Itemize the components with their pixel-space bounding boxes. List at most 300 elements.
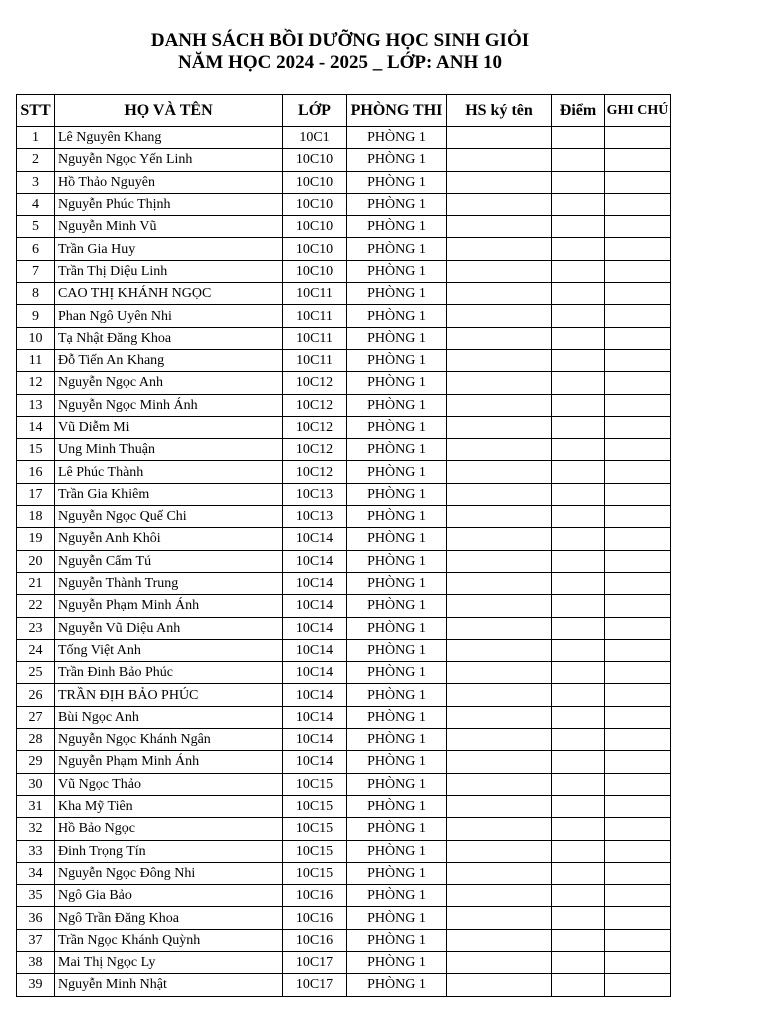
cell-stt: 8	[17, 283, 55, 305]
cell-name: Nguyễn Phúc Thịnh	[55, 193, 283, 215]
table-row	[17, 439, 671, 461]
cell-note	[605, 951, 671, 973]
cell-signature	[447, 238, 552, 260]
document-title: DANH SÁCH BỒI DƯỠNG HỌC SINH GIỎI	[150, 30, 530, 51]
table-row	[17, 818, 671, 840]
cell-room: PHÒNG 1	[347, 684, 447, 706]
cell-score	[552, 149, 605, 171]
cell-stt: 31	[17, 795, 55, 817]
cell-note	[605, 416, 671, 438]
table-row	[17, 283, 671, 305]
col-header-signature: HS ký tên	[447, 95, 552, 127]
cell-stt: 7	[17, 260, 55, 282]
cell-room: PHÒNG 1	[347, 127, 447, 149]
cell-stt: 25	[17, 662, 55, 684]
cell-note	[605, 260, 671, 282]
cell-signature	[447, 260, 552, 282]
cell-score	[552, 729, 605, 751]
table-row	[17, 528, 671, 550]
cell-stt: 4	[17, 193, 55, 215]
cell-stt: 15	[17, 439, 55, 461]
cell-stt: 27	[17, 706, 55, 728]
cell-score	[552, 550, 605, 572]
cell-name: Nguyễn Ngọc Khánh Ngân	[55, 729, 283, 751]
cell-room: PHÒNG 1	[347, 862, 447, 884]
cell-note	[605, 305, 671, 327]
cell-stt: 32	[17, 818, 55, 840]
cell-signature	[447, 439, 552, 461]
cell-name: Trần Đinh Bảo Phúc	[55, 662, 283, 684]
cell-room: PHÒNG 1	[347, 818, 447, 840]
cell-class: 10C10	[283, 193, 347, 215]
cell-name: Phan Ngô Uyên Nhi	[55, 305, 283, 327]
cell-class: 10C16	[283, 929, 347, 951]
cell-score	[552, 818, 605, 840]
cell-stt: 3	[17, 171, 55, 193]
cell-signature	[447, 951, 552, 973]
cell-signature	[447, 193, 552, 215]
cell-score	[552, 840, 605, 862]
cell-note	[605, 171, 671, 193]
cell-room: PHÒNG 1	[347, 751, 447, 773]
cell-note	[605, 506, 671, 528]
cell-class: 10C14	[283, 662, 347, 684]
cell-class: 10C13	[283, 483, 347, 505]
cell-room: PHÒNG 1	[347, 483, 447, 505]
cell-name: Ung Minh Thuận	[55, 439, 283, 461]
cell-note	[605, 684, 671, 706]
cell-name: Mai Thị Ngọc Ly	[55, 951, 283, 973]
cell-class: 10C11	[283, 349, 347, 371]
table-row	[17, 483, 671, 505]
cell-signature	[447, 795, 552, 817]
cell-signature	[447, 862, 552, 884]
cell-signature	[447, 684, 552, 706]
cell-signature	[447, 818, 552, 840]
cell-class: 10C11	[283, 283, 347, 305]
cell-class: 10C14	[283, 706, 347, 728]
cell-room: PHÒNG 1	[347, 260, 447, 282]
cell-name: Nguyễn Phạm Minh Ánh	[55, 751, 283, 773]
cell-name: Nguyễn Ngọc Anh	[55, 372, 283, 394]
cell-class: 10C14	[283, 751, 347, 773]
cell-note	[605, 372, 671, 394]
cell-room: PHÒNG 1	[347, 639, 447, 661]
cell-score	[552, 862, 605, 884]
cell-room: PHÒNG 1	[347, 439, 447, 461]
cell-name: Trần Gia Khiêm	[55, 483, 283, 505]
table-row	[17, 729, 671, 751]
cell-room: PHÒNG 1	[347, 193, 447, 215]
cell-signature	[447, 617, 552, 639]
cell-stt: 37	[17, 929, 55, 951]
student-list-table	[16, 94, 671, 997]
cell-score	[552, 639, 605, 661]
cell-score	[552, 684, 605, 706]
cell-note	[605, 572, 671, 594]
table-row	[17, 795, 671, 817]
cell-room: PHÒNG 1	[347, 238, 447, 260]
cell-class: 10C11	[283, 327, 347, 349]
cell-signature	[447, 127, 552, 149]
cell-note	[605, 907, 671, 929]
cell-stt: 38	[17, 951, 55, 973]
cell-class: 10C14	[283, 639, 347, 661]
cell-room: PHÒNG 1	[347, 372, 447, 394]
table-row	[17, 885, 671, 907]
cell-room: PHÒNG 1	[347, 617, 447, 639]
cell-name: Nguyễn Ngọc Quế Chi	[55, 506, 283, 528]
cell-stt: 5	[17, 216, 55, 238]
cell-name: TRẦN ĐỊH BẢO PHÚC	[55, 684, 283, 706]
cell-score	[552, 929, 605, 951]
document-subtitle: NĂM HỌC 2024 - 2025 _ LỚP: ANH 10	[177, 52, 503, 73]
table-row	[17, 929, 671, 951]
cell-score	[552, 506, 605, 528]
cell-score	[552, 706, 605, 728]
cell-room: PHÒNG 1	[347, 149, 447, 171]
cell-room: PHÒNG 1	[347, 662, 447, 684]
cell-note	[605, 751, 671, 773]
cell-stt: 22	[17, 595, 55, 617]
cell-name: Lê Nguyên Khang	[55, 127, 283, 149]
cell-note	[605, 193, 671, 215]
cell-room: PHÒNG 1	[347, 461, 447, 483]
cell-stt: 36	[17, 907, 55, 929]
cell-note	[605, 974, 671, 996]
cell-signature	[447, 572, 552, 594]
cell-signature	[447, 149, 552, 171]
cell-name: Bùi Ngọc Anh	[55, 706, 283, 728]
cell-stt: 34	[17, 862, 55, 884]
cell-class: 10C17	[283, 974, 347, 996]
table-row	[17, 572, 671, 594]
cell-score	[552, 238, 605, 260]
cell-signature	[447, 506, 552, 528]
cell-class: 10C10	[283, 238, 347, 260]
cell-class: 10C12	[283, 416, 347, 438]
cell-class: 10C14	[283, 528, 347, 550]
cell-signature	[447, 461, 552, 483]
cell-score	[552, 662, 605, 684]
table-row	[17, 372, 671, 394]
cell-score	[552, 171, 605, 193]
table-body	[17, 127, 671, 997]
cell-stt: 30	[17, 773, 55, 795]
cell-score	[552, 394, 605, 416]
cell-score	[552, 595, 605, 617]
cell-score	[552, 572, 605, 594]
cell-room: PHÒNG 1	[347, 394, 447, 416]
cell-room: PHÒNG 1	[347, 773, 447, 795]
cell-signature	[447, 483, 552, 505]
cell-name: Đinh Trọng Tín	[55, 840, 283, 862]
cell-stt: 39	[17, 974, 55, 996]
cell-class: 10C14	[283, 595, 347, 617]
cell-name: CAO THỊ KHÁNH NGỌC	[55, 283, 283, 305]
cell-stt: 24	[17, 639, 55, 661]
table-row	[17, 907, 671, 929]
cell-score	[552, 483, 605, 505]
cell-room: PHÒNG 1	[347, 840, 447, 862]
table-row	[17, 238, 671, 260]
cell-note	[605, 662, 671, 684]
cell-room: PHÒNG 1	[347, 550, 447, 572]
cell-signature	[447, 171, 552, 193]
cell-class: 10C10	[283, 216, 347, 238]
cell-room: PHÒNG 1	[347, 795, 447, 817]
cell-note	[605, 439, 671, 461]
table-row	[17, 305, 671, 327]
cell-note	[605, 461, 671, 483]
cell-signature	[447, 528, 552, 550]
cell-class: 10C16	[283, 907, 347, 929]
cell-stt: 20	[17, 550, 55, 572]
cell-name: Trần Gia Huy	[55, 238, 283, 260]
cell-score	[552, 773, 605, 795]
cell-signature	[447, 283, 552, 305]
cell-note	[605, 773, 671, 795]
cell-score	[552, 795, 605, 817]
table-row	[17, 149, 671, 171]
col-header-note: GHI CHÚ	[605, 95, 671, 127]
cell-name: Tống Việt Anh	[55, 639, 283, 661]
table-row	[17, 974, 671, 996]
cell-note	[605, 349, 671, 371]
table-row	[17, 127, 671, 149]
cell-score	[552, 193, 605, 215]
cell-name: Lê Phúc Thành	[55, 461, 283, 483]
cell-stt: 1	[17, 127, 55, 149]
cell-class: 10C14	[283, 684, 347, 706]
cell-class: 10C16	[283, 885, 347, 907]
cell-note	[605, 216, 671, 238]
table-row	[17, 394, 671, 416]
cell-note	[605, 394, 671, 416]
cell-room: PHÒNG 1	[347, 171, 447, 193]
cell-room: PHÒNG 1	[347, 974, 447, 996]
cell-stt: 2	[17, 149, 55, 171]
cell-name: Nguyễn Cẩm Tú	[55, 550, 283, 572]
cell-score	[552, 372, 605, 394]
cell-room: PHÒNG 1	[347, 729, 447, 751]
cell-class: 10C10	[283, 149, 347, 171]
cell-name: Nguyễn Ngọc Đông Nhi	[55, 862, 283, 884]
cell-class: 10C12	[283, 394, 347, 416]
table-row	[17, 349, 671, 371]
cell-signature	[447, 595, 552, 617]
cell-name: Nguyễn Ngọc Minh Ánh	[55, 394, 283, 416]
cell-stt: 10	[17, 327, 55, 349]
table-row	[17, 617, 671, 639]
cell-name: Hồ Thảo Nguyên	[55, 171, 283, 193]
cell-score	[552, 751, 605, 773]
cell-stt: 26	[17, 684, 55, 706]
cell-signature	[447, 751, 552, 773]
cell-score	[552, 907, 605, 929]
cell-signature	[447, 327, 552, 349]
cell-score	[552, 416, 605, 438]
cell-score	[552, 439, 605, 461]
cell-class: 10C12	[283, 439, 347, 461]
cell-signature	[447, 216, 552, 238]
table-row	[17, 416, 671, 438]
cell-name: Hồ Bảo Ngọc	[55, 818, 283, 840]
cell-score	[552, 327, 605, 349]
cell-stt: 6	[17, 238, 55, 260]
cell-room: PHÒNG 1	[347, 305, 447, 327]
cell-room: PHÒNG 1	[347, 349, 447, 371]
cell-stt: 17	[17, 483, 55, 505]
cell-name: Ngô Gia Bảo	[55, 885, 283, 907]
cell-class: 10C14	[283, 550, 347, 572]
cell-name: Nguyễn Minh Vũ	[55, 216, 283, 238]
cell-score	[552, 127, 605, 149]
cell-name: Vũ Diễm Mi	[55, 416, 283, 438]
cell-name: Kha Mỹ Tiên	[55, 795, 283, 817]
cell-stt: 13	[17, 394, 55, 416]
cell-signature	[447, 773, 552, 795]
cell-score	[552, 461, 605, 483]
cell-room: PHÒNG 1	[347, 528, 447, 550]
cell-signature	[447, 416, 552, 438]
cell-stt: 19	[17, 528, 55, 550]
cell-name: Nguyễn Ngọc Yến Linh	[55, 149, 283, 171]
cell-stt: 29	[17, 751, 55, 773]
table-row	[17, 862, 671, 884]
cell-class: 10C17	[283, 951, 347, 973]
cell-signature	[447, 305, 552, 327]
cell-score	[552, 885, 605, 907]
cell-note	[605, 149, 671, 171]
table-row	[17, 550, 671, 572]
cell-note	[605, 483, 671, 505]
cell-class: 10C12	[283, 461, 347, 483]
cell-stt: 14	[17, 416, 55, 438]
table-row	[17, 684, 671, 706]
cell-stt: 28	[17, 729, 55, 751]
cell-class: 10C15	[283, 795, 347, 817]
cell-name: Nguyễn Minh Nhật	[55, 974, 283, 996]
cell-note	[605, 862, 671, 884]
cell-score	[552, 617, 605, 639]
table-row	[17, 751, 671, 773]
cell-room: PHÒNG 1	[347, 416, 447, 438]
cell-class: 10C14	[283, 617, 347, 639]
cell-note	[605, 617, 671, 639]
table-row	[17, 840, 671, 862]
cell-score	[552, 528, 605, 550]
cell-room: PHÒNG 1	[347, 929, 447, 951]
cell-note	[605, 706, 671, 728]
cell-note	[605, 327, 671, 349]
table-row	[17, 506, 671, 528]
cell-class: 10C10	[283, 171, 347, 193]
table-row	[17, 706, 671, 728]
cell-name: Trần Ngọc Khánh Quỳnh	[55, 929, 283, 951]
table-row	[17, 951, 671, 973]
table-row	[17, 216, 671, 238]
cell-score	[552, 216, 605, 238]
cell-signature	[447, 729, 552, 751]
cell-stt: 12	[17, 372, 55, 394]
cell-room: PHÒNG 1	[347, 327, 447, 349]
cell-room: PHÒNG 1	[347, 706, 447, 728]
cell-class: 10C14	[283, 729, 347, 751]
cell-signature	[447, 706, 552, 728]
cell-signature	[447, 974, 552, 996]
cell-room: PHÒNG 1	[347, 572, 447, 594]
cell-note	[605, 885, 671, 907]
cell-class: 10C10	[283, 260, 347, 282]
col-header-name: HỌ VÀ TÊN	[55, 95, 283, 127]
table-row	[17, 461, 671, 483]
cell-signature	[447, 639, 552, 661]
cell-room: PHÒNG 1	[347, 506, 447, 528]
cell-score	[552, 305, 605, 327]
cell-class: 10C11	[283, 305, 347, 327]
cell-signature	[447, 929, 552, 951]
col-header-room: PHÒNG THI	[347, 95, 447, 127]
cell-class: 10C12	[283, 372, 347, 394]
cell-note	[605, 929, 671, 951]
cell-class: 10C15	[283, 840, 347, 862]
cell-room: PHÒNG 1	[347, 885, 447, 907]
cell-stt: 35	[17, 885, 55, 907]
cell-class: 10C13	[283, 506, 347, 528]
cell-name: Nguyễn Phạm Minh Ánh	[55, 595, 283, 617]
cell-stt: 23	[17, 617, 55, 639]
cell-room: PHÒNG 1	[347, 951, 447, 973]
table-row	[17, 193, 671, 215]
cell-name: Trần Thị Diệu Linh	[55, 260, 283, 282]
cell-class: 10C15	[283, 818, 347, 840]
cell-signature	[447, 394, 552, 416]
table-header-row	[17, 95, 671, 127]
cell-note	[605, 818, 671, 840]
table-row	[17, 639, 671, 661]
cell-signature	[447, 662, 552, 684]
cell-room: PHÒNG 1	[347, 595, 447, 617]
cell-stt: 11	[17, 349, 55, 371]
cell-note	[605, 729, 671, 751]
col-header-score: Điểm	[552, 95, 605, 127]
cell-note	[605, 283, 671, 305]
cell-room: PHÒNG 1	[347, 907, 447, 929]
cell-room: PHÒNG 1	[347, 283, 447, 305]
cell-signature	[447, 372, 552, 394]
cell-name: Nguyễn Thành Trung	[55, 572, 283, 594]
cell-score	[552, 951, 605, 973]
table-row	[17, 773, 671, 795]
cell-room: PHÒNG 1	[347, 216, 447, 238]
cell-signature	[447, 840, 552, 862]
col-header-class: LỚP	[283, 95, 347, 127]
cell-note	[605, 639, 671, 661]
cell-name: Ngô Trần Đăng Khoa	[55, 907, 283, 929]
cell-note	[605, 528, 671, 550]
cell-name: Nguyễn Anh Khôi	[55, 528, 283, 550]
cell-score	[552, 974, 605, 996]
cell-stt: 21	[17, 572, 55, 594]
cell-class: 10C15	[283, 773, 347, 795]
cell-class: 10C1	[283, 127, 347, 149]
cell-note	[605, 840, 671, 862]
cell-score	[552, 260, 605, 282]
table-row	[17, 662, 671, 684]
cell-class: 10C15	[283, 862, 347, 884]
cell-stt: 18	[17, 506, 55, 528]
